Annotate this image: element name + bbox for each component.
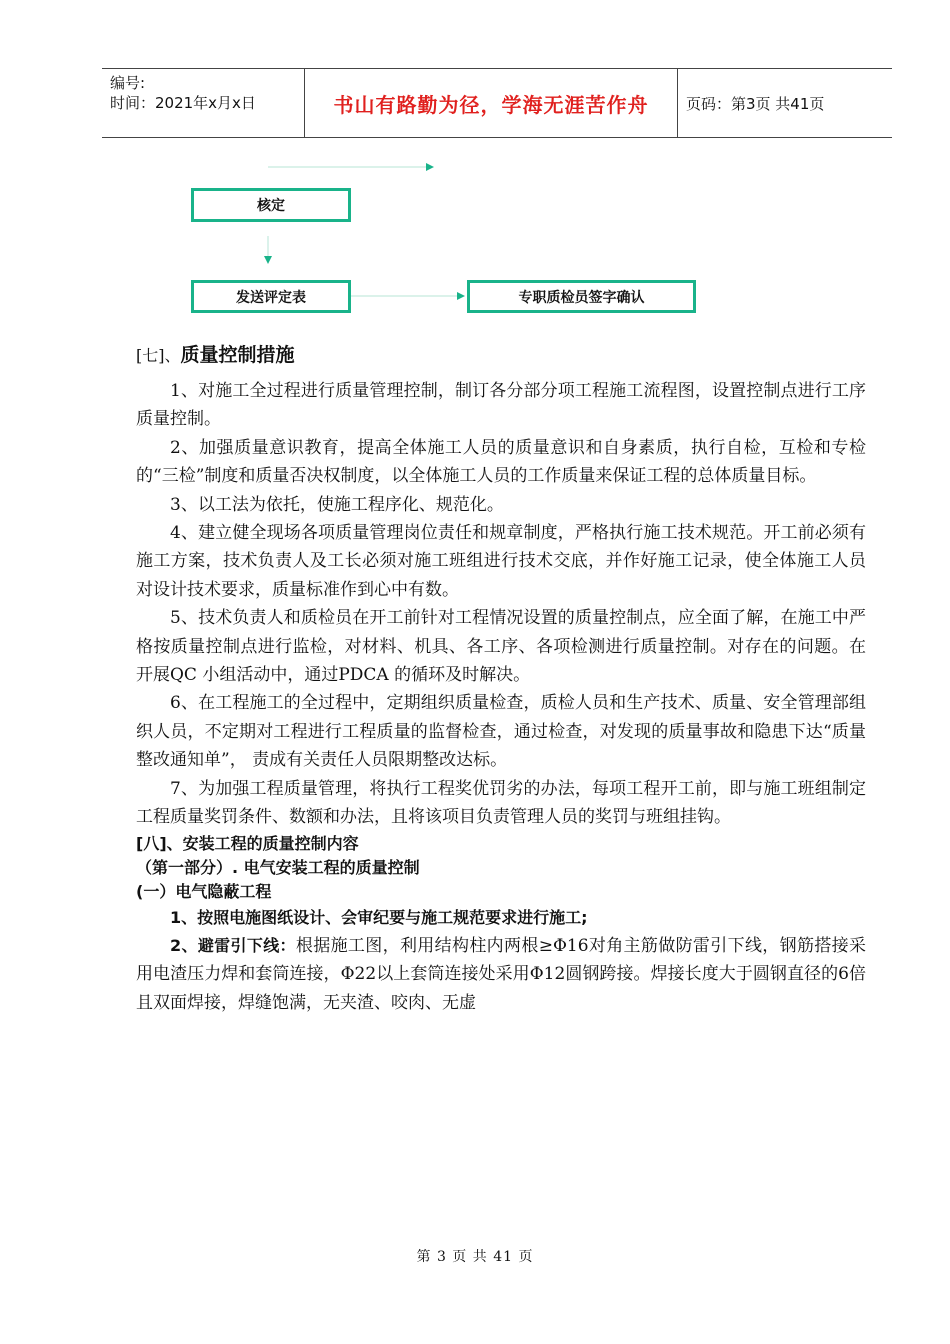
section7-item-1: 1、对施工全过程进行质量管理控制，制订各分部分项工程施工流程图，设置控制点进行工序质量控制。 — [136, 381, 866, 430]
section7-item-7: 7、为加强工程质量管理，将执行工程奖优罚劣的办法，每项工程开工前，即与施工班组制定工程质量奖罚条件、数额和办法，且将该项目负责管理人员的奖罚与班组挂钩。 — [136, 778, 866, 828]
section7-item-4: 4、建立健全现场各项质量管理岗位责任和规章制度，严格执行施工技术规范。开工前必须有施工方案，技术负责人及工长必须对施工班组进行技术交底，并作好施工记录，使全体施工人员对设计技术要求，质量标准作到心中有数。 — [136, 523, 866, 600]
flow-box-send-form: 发送评定表 — [191, 280, 351, 313]
section8-item-1: 1、按照电施图纸设计、会审纪要与施工规范要求进行施工; — [170, 907, 588, 927]
section7-title: 质量控制措施 — [180, 344, 295, 366]
page-header — [102, 68, 892, 138]
section8-title: [八]、安装工程的质量控制内容 — [136, 833, 359, 853]
header-motto: 书山有路勤为径，学海无涯苦作舟 — [304, 69, 678, 137]
section8-part1: （第一部分）. 电气安装工程的质量控制 — [136, 857, 420, 877]
time-label: 时间：2021年x月x日 — [110, 94, 256, 112]
section7-prefix: [七]、 — [136, 346, 181, 365]
section7-item-2: 2、加强质量意识教育，提高全体施工人员的质量意识和自身素质，执行自检，互检和专检的“三检”制度和质量否决权制度，以全体施工人员的工作质量来保证工程的总体质量目标。 — [136, 437, 866, 487]
flow-box-confirm: 专职质检员签字确认 — [467, 280, 696, 313]
flowchart — [0, 150, 950, 320]
page-footer: 第 3 页 共 41 页 — [416, 1249, 534, 1265]
section8-item-2 — [136, 932, 866, 1017]
document-body — [136, 338, 866, 1017]
section8-sub1: (一）电气隐蔽工程 — [136, 881, 272, 901]
header-page-label: 页码：第3页 共41页 — [686, 94, 825, 113]
section8-item-2-lead: 2、避雷引下线： — [170, 935, 296, 955]
flow-box-verify: 核定 — [191, 188, 351, 222]
section7-heading — [136, 338, 866, 373]
number-label: 编号: — [110, 74, 146, 92]
section7-item-6: 6、在工程施工的全过程中，定期组织质量检查，质检人员和生产技术、质量、安全管理部组织人员，不定期对工程进行工程质量的监督检查，通过检查，对发现的质量事故和隐患下达“质量整改通知单”， 责成有关责任人员限期整改达标。 — [136, 693, 866, 771]
section8-item-2-text: 根据施工图，利用结构柱内两根≥Φ16对角主筋做防雷引下线，钢筋搭接采用电渣压力焊和套筒连接，Φ22以上套筒连接处采用Φ12圆钢跨接。焊接长度大于圆钢直径的6倍且双面焊接，焊缝饱满，无夹渣、咬肉、无虚 — [136, 935, 867, 1013]
section7-item-3: 3、以工法为依托，使施工程序化、规范化。 — [170, 494, 504, 515]
section7-item-5: 5、技术负责人和质检员在开工前针对工程情况设置的质量控制点，应全面了解，在施工中严格按质量控制点进行监检，对材料、机具、各工序、各项检测进行质量控制。对存在的问题。在开展QC 小组活动中，通过PDCA 的循环及时解决。 — [136, 608, 866, 686]
header-meta — [102, 69, 304, 137]
